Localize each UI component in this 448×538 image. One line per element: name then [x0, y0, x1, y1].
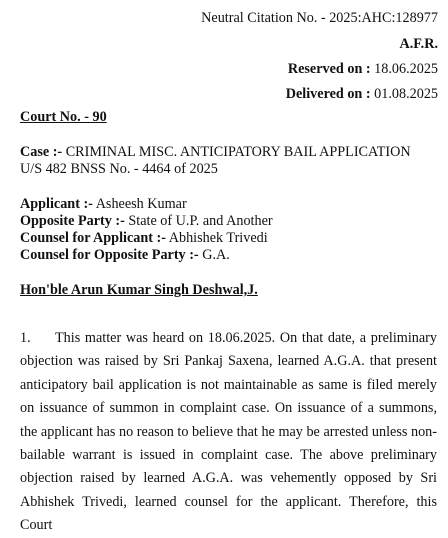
delivered-on — [286, 86, 438, 103]
reserved-on — [288, 61, 438, 78]
applicant-line — [20, 196, 187, 213]
applicant-label: Applicant :- — [20, 196, 93, 212]
counsel-opposite-label: Counsel for Opposite Party :- — [20, 247, 199, 263]
case-title: CRIMINAL MISC. ANTICIPATORY BAIL APPLICATION — [65, 144, 411, 160]
case-label: Case :- — [20, 144, 63, 160]
applicant-name: Asheesh Kumar — [95, 196, 187, 212]
case-line-2: U/S 482 BNSS No. - 4464 of 2025 — [20, 161, 218, 177]
delivered-date: 01.08.2025 — [374, 86, 438, 102]
delivered-label: Delivered on : — [285, 86, 371, 102]
counsel-applicant-name: Abhishek Trivedi — [168, 230, 268, 246]
paragraph-number: 1. — [20, 330, 31, 346]
reserved-date: 18.06.2025 — [374, 61, 438, 77]
counsel-applicant-line — [20, 230, 268, 247]
counsel-opposite-line — [20, 247, 230, 264]
counsel-applicant-label: Counsel for Applicant :- — [20, 230, 166, 246]
paragraph-text: This matter was heard on 18.06.2025. On that date, a preliminary objection was raised by Sri Pankaj Saxena, learned A.G.A. that present anticipatory bail application is not maintainable as same is filed merely on issuance of summon in complaint case. On issuance of a summons, the applicant has no reason to believe that he may be arrested unless non-bailable warrant is issued in complaint case. The above preliminary objection raised by learned A.G.A. was vehemently opposed by Sri Abhishek Trivedi, learned counsel for the applicant. Therefore, this Court — [20, 330, 437, 534]
counsel-opposite-name: G.A. — [202, 247, 230, 263]
opposite-party-line — [20, 213, 273, 230]
afr-label: A.F.R. — [399, 36, 438, 52]
neutral-citation: Neutral Citation No. - 2025:AHC:128977 — [201, 10, 438, 26]
case-line-1 — [20, 144, 411, 161]
court-number: Court No. - 90 — [20, 109, 107, 125]
judge-name: Hon'ble Arun Kumar Singh Deshwal,J. — [20, 282, 258, 298]
reserved-label: Reserved on : — [287, 61, 371, 77]
opposite-party-name: State of U.P. and Another — [128, 213, 273, 229]
opposite-party-label: Opposite Party :- — [20, 213, 125, 229]
paragraph-1 — [20, 327, 437, 538]
